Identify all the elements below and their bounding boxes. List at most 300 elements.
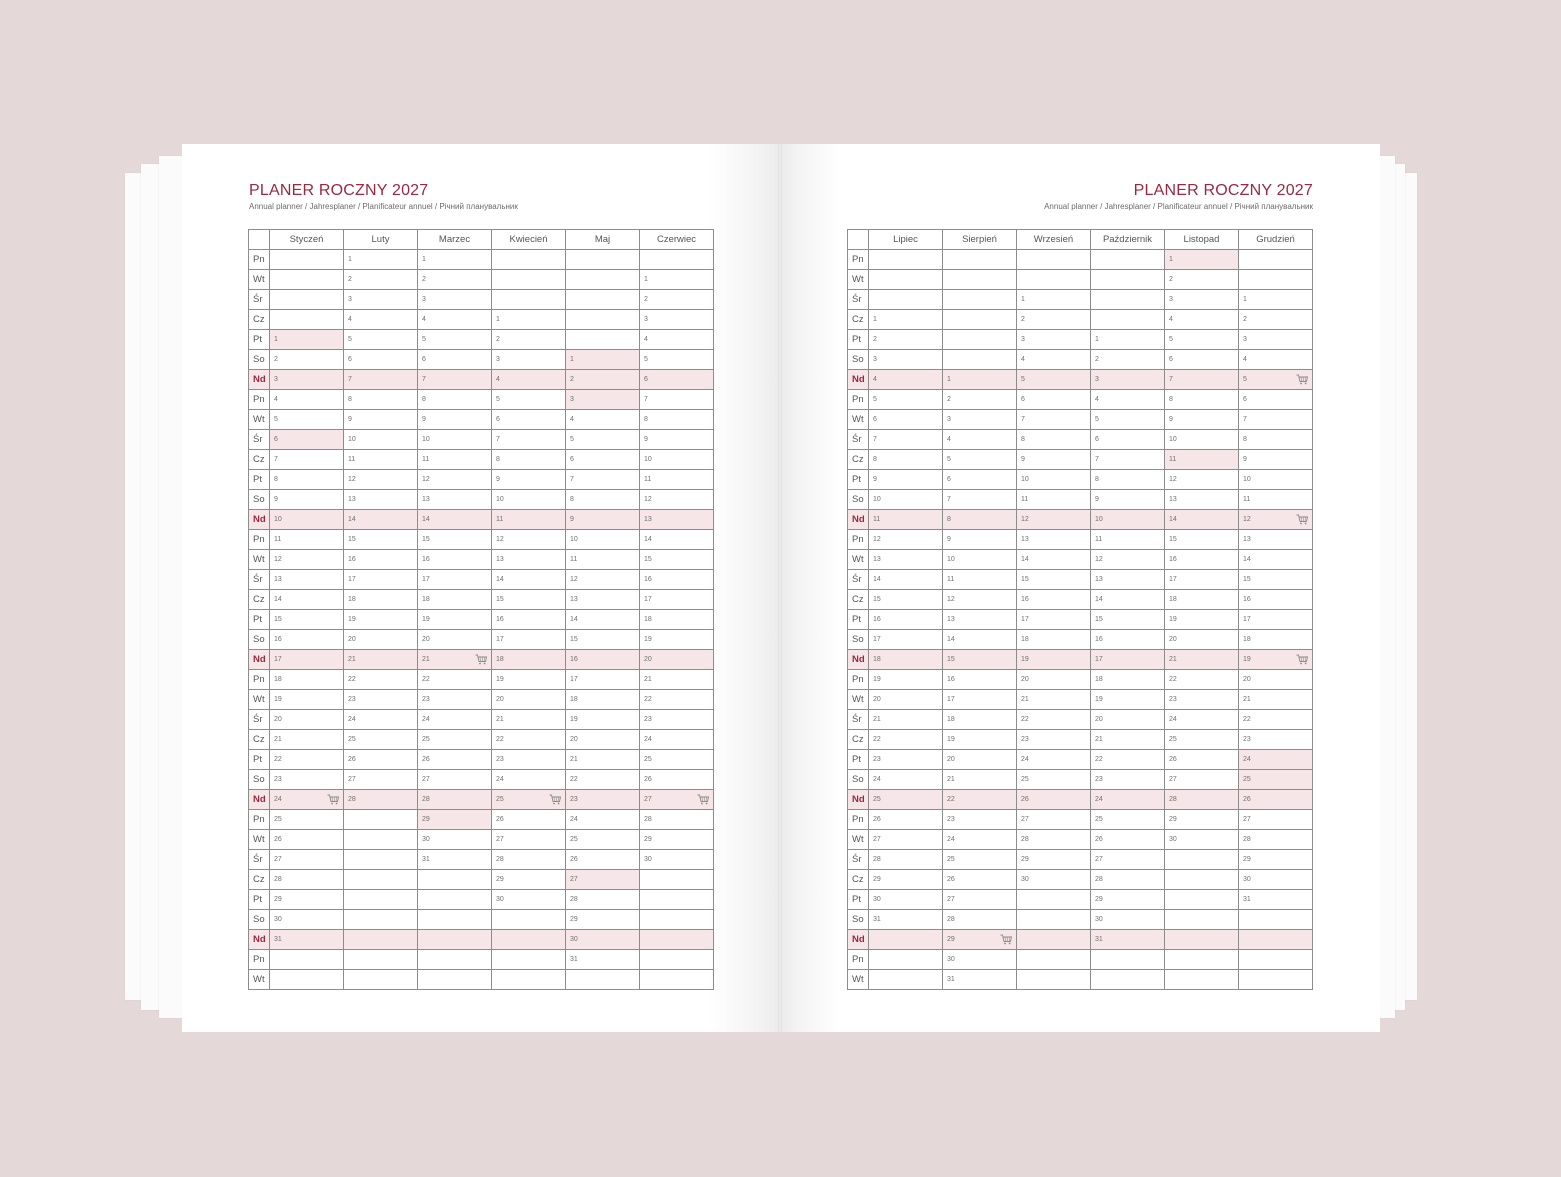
day-cell[interactable] bbox=[344, 930, 418, 950]
day-cell[interactable]: 9 bbox=[1017, 450, 1091, 470]
day-cell[interactable] bbox=[566, 290, 640, 310]
day-cell[interactable]: 6 bbox=[869, 410, 943, 430]
day-cell[interactable]: 2 bbox=[418, 270, 492, 290]
day-cell[interactable]: 30 bbox=[1165, 830, 1239, 850]
day-cell[interactable]: 13 bbox=[566, 590, 640, 610]
day-cell[interactable]: 24 bbox=[344, 710, 418, 730]
day-cell[interactable]: 5 bbox=[1017, 370, 1091, 390]
day-cell[interactable]: 17 bbox=[1165, 570, 1239, 590]
day-cell[interactable]: 14 bbox=[566, 610, 640, 630]
day-cell[interactable]: 13 bbox=[640, 510, 714, 530]
day-cell[interactable]: 27 bbox=[1017, 810, 1091, 830]
day-cell[interactable]: 11 bbox=[640, 470, 714, 490]
day-cell[interactable] bbox=[418, 890, 492, 910]
day-cell[interactable]: 9 bbox=[943, 530, 1017, 550]
day-cell[interactable]: 4 bbox=[640, 330, 714, 350]
day-cell[interactable]: 28 bbox=[869, 850, 943, 870]
day-cell[interactable]: 25 bbox=[492, 790, 566, 810]
day-cell[interactable]: 26 bbox=[270, 830, 344, 850]
day-cell[interactable]: 4 bbox=[566, 410, 640, 430]
day-cell[interactable]: 13 bbox=[869, 550, 943, 570]
day-cell[interactable]: 19 bbox=[492, 670, 566, 690]
day-cell[interactable]: 21 bbox=[344, 650, 418, 670]
day-cell[interactable]: 10 bbox=[566, 530, 640, 550]
day-cell[interactable]: 2 bbox=[344, 270, 418, 290]
day-cell[interactable] bbox=[1091, 270, 1165, 290]
day-cell[interactable]: 16 bbox=[869, 610, 943, 630]
day-cell[interactable]: 26 bbox=[1091, 830, 1165, 850]
day-cell[interactable]: 29 bbox=[1017, 850, 1091, 870]
day-cell[interactable]: 27 bbox=[1239, 810, 1313, 830]
day-cell[interactable]: 17 bbox=[1017, 610, 1091, 630]
day-cell[interactable]: 7 bbox=[640, 390, 714, 410]
day-cell[interactable]: 1 bbox=[943, 370, 1017, 390]
day-cell[interactable] bbox=[1239, 970, 1313, 990]
day-cell[interactable] bbox=[1239, 250, 1313, 270]
day-cell[interactable]: 12 bbox=[1239, 510, 1313, 530]
day-cell[interactable]: 21 bbox=[640, 670, 714, 690]
day-cell[interactable]: 8 bbox=[492, 450, 566, 470]
day-cell[interactable]: 15 bbox=[943, 650, 1017, 670]
day-cell[interactable]: 27 bbox=[1091, 850, 1165, 870]
day-cell[interactable] bbox=[1017, 910, 1091, 930]
day-cell[interactable]: 3 bbox=[418, 290, 492, 310]
day-cell[interactable]: 24 bbox=[566, 810, 640, 830]
day-cell[interactable]: 7 bbox=[1165, 370, 1239, 390]
day-cell[interactable] bbox=[270, 250, 344, 270]
day-cell[interactable] bbox=[1017, 950, 1091, 970]
day-cell[interactable]: 2 bbox=[1017, 310, 1091, 330]
day-cell[interactable]: 28 bbox=[640, 810, 714, 830]
day-cell[interactable] bbox=[1091, 310, 1165, 330]
day-cell[interactable]: 4 bbox=[1239, 350, 1313, 370]
day-cell[interactable] bbox=[418, 970, 492, 990]
day-cell[interactable] bbox=[1017, 250, 1091, 270]
day-cell[interactable] bbox=[418, 910, 492, 930]
day-cell[interactable]: 17 bbox=[270, 650, 344, 670]
day-cell[interactable]: 9 bbox=[344, 410, 418, 430]
day-cell[interactable] bbox=[640, 910, 714, 930]
day-cell[interactable]: 24 bbox=[1239, 750, 1313, 770]
day-cell[interactable]: 14 bbox=[1017, 550, 1091, 570]
day-cell[interactable]: 18 bbox=[566, 690, 640, 710]
day-cell[interactable]: 24 bbox=[640, 730, 714, 750]
day-cell[interactable] bbox=[344, 870, 418, 890]
day-cell[interactable]: 3 bbox=[1017, 330, 1091, 350]
day-cell[interactable]: 3 bbox=[492, 350, 566, 370]
day-cell[interactable]: 18 bbox=[943, 710, 1017, 730]
day-cell[interactable]: 25 bbox=[566, 830, 640, 850]
day-cell[interactable]: 25 bbox=[270, 810, 344, 830]
day-cell[interactable] bbox=[492, 270, 566, 290]
day-cell[interactable] bbox=[943, 290, 1017, 310]
day-cell[interactable] bbox=[1165, 870, 1239, 890]
day-cell[interactable]: 16 bbox=[418, 550, 492, 570]
day-cell[interactable]: 30 bbox=[869, 890, 943, 910]
day-cell[interactable]: 17 bbox=[1091, 650, 1165, 670]
day-cell[interactable] bbox=[869, 250, 943, 270]
day-cell[interactable] bbox=[344, 910, 418, 930]
day-cell[interactable]: 16 bbox=[1165, 550, 1239, 570]
day-cell[interactable]: 16 bbox=[943, 670, 1017, 690]
day-cell[interactable]: 18 bbox=[640, 610, 714, 630]
day-cell[interactable]: 16 bbox=[492, 610, 566, 630]
day-cell[interactable]: 7 bbox=[344, 370, 418, 390]
day-cell[interactable]: 28 bbox=[1239, 830, 1313, 850]
day-cell[interactable]: 12 bbox=[270, 550, 344, 570]
day-cell[interactable]: 3 bbox=[1091, 370, 1165, 390]
day-cell[interactable]: 17 bbox=[1239, 610, 1313, 630]
day-cell[interactable]: 20 bbox=[1165, 630, 1239, 650]
day-cell[interactable]: 25 bbox=[344, 730, 418, 750]
day-cell[interactable] bbox=[640, 890, 714, 910]
day-cell[interactable]: 19 bbox=[418, 610, 492, 630]
day-cell[interactable]: 14 bbox=[640, 530, 714, 550]
day-cell[interactable]: 1 bbox=[1017, 290, 1091, 310]
day-cell[interactable]: 10 bbox=[943, 550, 1017, 570]
day-cell[interactable]: 2 bbox=[566, 370, 640, 390]
day-cell[interactable]: 5 bbox=[1165, 330, 1239, 350]
day-cell[interactable]: 24 bbox=[943, 830, 1017, 850]
day-cell[interactable]: 6 bbox=[943, 470, 1017, 490]
day-cell[interactable] bbox=[640, 950, 714, 970]
day-cell[interactable]: 18 bbox=[1239, 630, 1313, 650]
day-cell[interactable]: 23 bbox=[344, 690, 418, 710]
day-cell[interactable]: 25 bbox=[1017, 770, 1091, 790]
day-cell[interactable]: 12 bbox=[1091, 550, 1165, 570]
day-cell[interactable]: 1 bbox=[1091, 330, 1165, 350]
day-cell[interactable] bbox=[492, 290, 566, 310]
day-cell[interactable] bbox=[1239, 910, 1313, 930]
day-cell[interactable]: 7 bbox=[270, 450, 344, 470]
day-cell[interactable]: 16 bbox=[640, 570, 714, 590]
day-cell[interactable] bbox=[1165, 850, 1239, 870]
day-cell[interactable] bbox=[492, 250, 566, 270]
day-cell[interactable]: 28 bbox=[492, 850, 566, 870]
day-cell[interactable]: 12 bbox=[1017, 510, 1091, 530]
day-cell[interactable]: 11 bbox=[270, 530, 344, 550]
day-cell[interactable]: 18 bbox=[1165, 590, 1239, 610]
day-cell[interactable] bbox=[943, 330, 1017, 350]
day-cell[interactable]: 29 bbox=[566, 910, 640, 930]
day-cell[interactable] bbox=[640, 930, 714, 950]
day-cell[interactable]: 14 bbox=[1091, 590, 1165, 610]
day-cell[interactable]: 2 bbox=[492, 330, 566, 350]
day-cell[interactable]: 28 bbox=[566, 890, 640, 910]
day-cell[interactable]: 25 bbox=[943, 850, 1017, 870]
day-cell[interactable]: 18 bbox=[344, 590, 418, 610]
day-cell[interactable]: 9 bbox=[566, 510, 640, 530]
day-cell[interactable] bbox=[418, 870, 492, 890]
day-cell[interactable]: 24 bbox=[418, 710, 492, 730]
day-cell[interactable]: 11 bbox=[1091, 530, 1165, 550]
day-cell[interactable]: 25 bbox=[418, 730, 492, 750]
day-cell[interactable]: 19 bbox=[1165, 610, 1239, 630]
day-cell[interactable]: 31 bbox=[270, 930, 344, 950]
day-cell[interactable]: 18 bbox=[270, 670, 344, 690]
day-cell[interactable]: 2 bbox=[640, 290, 714, 310]
day-cell[interactable]: 20 bbox=[640, 650, 714, 670]
day-cell[interactable]: 22 bbox=[1239, 710, 1313, 730]
day-cell[interactable]: 21 bbox=[943, 770, 1017, 790]
day-cell[interactable]: 29 bbox=[943, 930, 1017, 950]
day-cell[interactable]: 30 bbox=[1091, 910, 1165, 930]
day-cell[interactable]: 17 bbox=[492, 630, 566, 650]
day-cell[interactable]: 28 bbox=[943, 910, 1017, 930]
day-cell[interactable] bbox=[344, 830, 418, 850]
day-cell[interactable]: 3 bbox=[1239, 330, 1313, 350]
day-cell[interactable] bbox=[566, 270, 640, 290]
day-cell[interactable]: 4 bbox=[492, 370, 566, 390]
day-cell[interactable]: 31 bbox=[566, 950, 640, 970]
day-cell[interactable]: 14 bbox=[492, 570, 566, 590]
day-cell[interactable]: 10 bbox=[1165, 430, 1239, 450]
day-cell[interactable]: 22 bbox=[640, 690, 714, 710]
day-cell[interactable] bbox=[1165, 970, 1239, 990]
day-cell[interactable]: 3 bbox=[1165, 290, 1239, 310]
day-cell[interactable]: 14 bbox=[869, 570, 943, 590]
day-cell[interactable]: 3 bbox=[640, 310, 714, 330]
day-cell[interactable] bbox=[270, 950, 344, 970]
day-cell[interactable]: 9 bbox=[869, 470, 943, 490]
day-cell[interactable]: 2 bbox=[1239, 310, 1313, 330]
day-cell[interactable]: 11 bbox=[566, 550, 640, 570]
day-cell[interactable]: 4 bbox=[1091, 390, 1165, 410]
day-cell[interactable]: 25 bbox=[1165, 730, 1239, 750]
day-cell[interactable]: 18 bbox=[1091, 670, 1165, 690]
day-cell[interactable] bbox=[1017, 930, 1091, 950]
day-cell[interactable]: 11 bbox=[943, 570, 1017, 590]
day-cell[interactable]: 6 bbox=[1091, 430, 1165, 450]
day-cell[interactable]: 30 bbox=[270, 910, 344, 930]
day-cell[interactable]: 12 bbox=[869, 530, 943, 550]
day-cell[interactable]: 23 bbox=[1239, 730, 1313, 750]
day-cell[interactable]: 24 bbox=[869, 770, 943, 790]
day-cell[interactable]: 19 bbox=[1017, 650, 1091, 670]
day-cell[interactable]: 31 bbox=[869, 910, 943, 930]
day-cell[interactable] bbox=[640, 250, 714, 270]
day-cell[interactable]: 12 bbox=[418, 470, 492, 490]
day-cell[interactable] bbox=[1017, 970, 1091, 990]
day-cell[interactable]: 15 bbox=[418, 530, 492, 550]
day-cell[interactable] bbox=[270, 310, 344, 330]
day-cell[interactable]: 29 bbox=[418, 810, 492, 830]
day-cell[interactable]: 11 bbox=[1165, 450, 1239, 470]
day-cell[interactable]: 14 bbox=[418, 510, 492, 530]
day-cell[interactable] bbox=[418, 930, 492, 950]
day-cell[interactable]: 8 bbox=[1091, 470, 1165, 490]
day-cell[interactable]: 14 bbox=[1239, 550, 1313, 570]
day-cell[interactable]: 28 bbox=[344, 790, 418, 810]
day-cell[interactable]: 24 bbox=[1091, 790, 1165, 810]
day-cell[interactable]: 1 bbox=[492, 310, 566, 330]
day-cell[interactable] bbox=[1165, 950, 1239, 970]
day-cell[interactable]: 20 bbox=[943, 750, 1017, 770]
day-cell[interactable]: 22 bbox=[270, 750, 344, 770]
day-cell[interactable] bbox=[869, 950, 943, 970]
day-cell[interactable]: 27 bbox=[270, 850, 344, 870]
day-cell[interactable]: 6 bbox=[1239, 390, 1313, 410]
day-cell[interactable]: 1 bbox=[418, 250, 492, 270]
day-cell[interactable]: 30 bbox=[566, 930, 640, 950]
day-cell[interactable]: 23 bbox=[943, 810, 1017, 830]
day-cell[interactable]: 30 bbox=[640, 850, 714, 870]
day-cell[interactable]: 22 bbox=[1165, 670, 1239, 690]
day-cell[interactable]: 14 bbox=[943, 630, 1017, 650]
day-cell[interactable]: 15 bbox=[566, 630, 640, 650]
day-cell[interactable]: 12 bbox=[640, 490, 714, 510]
day-cell[interactable]: 26 bbox=[640, 770, 714, 790]
day-cell[interactable]: 4 bbox=[1165, 310, 1239, 330]
day-cell[interactable] bbox=[566, 310, 640, 330]
day-cell[interactable]: 31 bbox=[943, 970, 1017, 990]
day-cell[interactable]: 21 bbox=[270, 730, 344, 750]
day-cell[interactable]: 15 bbox=[869, 590, 943, 610]
day-cell[interactable]: 4 bbox=[270, 390, 344, 410]
day-cell[interactable]: 8 bbox=[1017, 430, 1091, 450]
day-cell[interactable]: 26 bbox=[418, 750, 492, 770]
day-cell[interactable]: 29 bbox=[640, 830, 714, 850]
day-cell[interactable]: 28 bbox=[1091, 870, 1165, 890]
day-cell[interactable]: 9 bbox=[1091, 490, 1165, 510]
day-cell[interactable]: 23 bbox=[1017, 730, 1091, 750]
day-cell[interactable]: 22 bbox=[1091, 750, 1165, 770]
day-cell[interactable]: 10 bbox=[418, 430, 492, 450]
day-cell[interactable]: 24 bbox=[270, 790, 344, 810]
day-cell[interactable]: 31 bbox=[418, 850, 492, 870]
day-cell[interactable]: 1 bbox=[869, 310, 943, 330]
day-cell[interactable] bbox=[344, 850, 418, 870]
day-cell[interactable]: 11 bbox=[1239, 490, 1313, 510]
day-cell[interactable]: 28 bbox=[1165, 790, 1239, 810]
day-cell[interactable]: 10 bbox=[1017, 470, 1091, 490]
day-cell[interactable]: 14 bbox=[270, 590, 344, 610]
day-cell[interactable]: 3 bbox=[270, 370, 344, 390]
day-cell[interactable]: 14 bbox=[344, 510, 418, 530]
day-cell[interactable] bbox=[1239, 270, 1313, 290]
day-cell[interactable]: 10 bbox=[640, 450, 714, 470]
day-cell[interactable]: 23 bbox=[1165, 690, 1239, 710]
day-cell[interactable]: 27 bbox=[344, 770, 418, 790]
day-cell[interactable] bbox=[344, 970, 418, 990]
day-cell[interactable]: 30 bbox=[418, 830, 492, 850]
day-cell[interactable] bbox=[943, 270, 1017, 290]
day-cell[interactable]: 1 bbox=[1165, 250, 1239, 270]
day-cell[interactable]: 29 bbox=[492, 870, 566, 890]
day-cell[interactable]: 26 bbox=[943, 870, 1017, 890]
day-cell[interactable]: 20 bbox=[869, 690, 943, 710]
day-cell[interactable]: 7 bbox=[869, 430, 943, 450]
day-cell[interactable]: 5 bbox=[492, 390, 566, 410]
day-cell[interactable]: 27 bbox=[566, 870, 640, 890]
day-cell[interactable]: 11 bbox=[418, 450, 492, 470]
day-cell[interactable]: 20 bbox=[1239, 670, 1313, 690]
day-cell[interactable] bbox=[492, 910, 566, 930]
day-cell[interactable]: 15 bbox=[640, 550, 714, 570]
day-cell[interactable]: 13 bbox=[1165, 490, 1239, 510]
day-cell[interactable]: 6 bbox=[1165, 350, 1239, 370]
day-cell[interactable]: 25 bbox=[1091, 810, 1165, 830]
day-cell[interactable]: 3 bbox=[869, 350, 943, 370]
day-cell[interactable] bbox=[1017, 890, 1091, 910]
day-cell[interactable]: 17 bbox=[943, 690, 1017, 710]
day-cell[interactable]: 27 bbox=[492, 830, 566, 850]
day-cell[interactable]: 6 bbox=[566, 450, 640, 470]
day-cell[interactable]: 26 bbox=[1165, 750, 1239, 770]
day-cell[interactable]: 27 bbox=[640, 790, 714, 810]
day-cell[interactable]: 24 bbox=[1165, 710, 1239, 730]
day-cell[interactable]: 12 bbox=[1165, 470, 1239, 490]
day-cell[interactable]: 8 bbox=[270, 470, 344, 490]
day-cell[interactable]: 15 bbox=[1239, 570, 1313, 590]
day-cell[interactable]: 22 bbox=[566, 770, 640, 790]
day-cell[interactable]: 30 bbox=[943, 950, 1017, 970]
day-cell[interactable]: 20 bbox=[418, 630, 492, 650]
day-cell[interactable]: 11 bbox=[492, 510, 566, 530]
day-cell[interactable]: 10 bbox=[270, 510, 344, 530]
day-cell[interactable]: 13 bbox=[344, 490, 418, 510]
day-cell[interactable]: 9 bbox=[492, 470, 566, 490]
day-cell[interactable] bbox=[1091, 970, 1165, 990]
day-cell[interactable]: 28 bbox=[418, 790, 492, 810]
day-cell[interactable]: 9 bbox=[1165, 410, 1239, 430]
day-cell[interactable]: 4 bbox=[943, 430, 1017, 450]
day-cell[interactable] bbox=[943, 350, 1017, 370]
day-cell[interactable]: 16 bbox=[566, 650, 640, 670]
day-cell[interactable]: 7 bbox=[1091, 450, 1165, 470]
day-cell[interactable] bbox=[492, 950, 566, 970]
day-cell[interactable] bbox=[344, 950, 418, 970]
day-cell[interactable]: 10 bbox=[344, 430, 418, 450]
day-cell[interactable]: 12 bbox=[344, 470, 418, 490]
day-cell[interactable]: 9 bbox=[640, 430, 714, 450]
day-cell[interactable]: 3 bbox=[566, 390, 640, 410]
day-cell[interactable]: 8 bbox=[1239, 430, 1313, 450]
day-cell[interactable]: 13 bbox=[1017, 530, 1091, 550]
day-cell[interactable]: 9 bbox=[418, 410, 492, 430]
day-cell[interactable]: 17 bbox=[418, 570, 492, 590]
day-cell[interactable]: 1 bbox=[566, 350, 640, 370]
day-cell[interactable]: 19 bbox=[344, 610, 418, 630]
day-cell[interactable]: 30 bbox=[1239, 870, 1313, 890]
day-cell[interactable] bbox=[1091, 250, 1165, 270]
day-cell[interactable]: 13 bbox=[943, 610, 1017, 630]
day-cell[interactable]: 11 bbox=[344, 450, 418, 470]
day-cell[interactable]: 21 bbox=[1165, 650, 1239, 670]
day-cell[interactable] bbox=[869, 970, 943, 990]
day-cell[interactable] bbox=[869, 290, 943, 310]
day-cell[interactable]: 4 bbox=[344, 310, 418, 330]
day-cell[interactable]: 20 bbox=[1091, 710, 1165, 730]
day-cell[interactable]: 1 bbox=[344, 250, 418, 270]
day-cell[interactable]: 6 bbox=[418, 350, 492, 370]
day-cell[interactable]: 8 bbox=[344, 390, 418, 410]
day-cell[interactable]: 23 bbox=[492, 750, 566, 770]
day-cell[interactable]: 19 bbox=[1239, 650, 1313, 670]
day-cell[interactable]: 7 bbox=[566, 470, 640, 490]
day-cell[interactable]: 15 bbox=[1165, 530, 1239, 550]
day-cell[interactable]: 15 bbox=[1017, 570, 1091, 590]
day-cell[interactable]: 16 bbox=[344, 550, 418, 570]
day-cell[interactable]: 5 bbox=[640, 350, 714, 370]
day-cell[interactable]: 19 bbox=[869, 670, 943, 690]
day-cell[interactable]: 21 bbox=[1239, 690, 1313, 710]
day-cell[interactable]: 31 bbox=[1239, 890, 1313, 910]
day-cell[interactable]: 16 bbox=[1239, 590, 1313, 610]
day-cell[interactable]: 2 bbox=[1091, 350, 1165, 370]
day-cell[interactable] bbox=[270, 270, 344, 290]
day-cell[interactable]: 27 bbox=[943, 890, 1017, 910]
